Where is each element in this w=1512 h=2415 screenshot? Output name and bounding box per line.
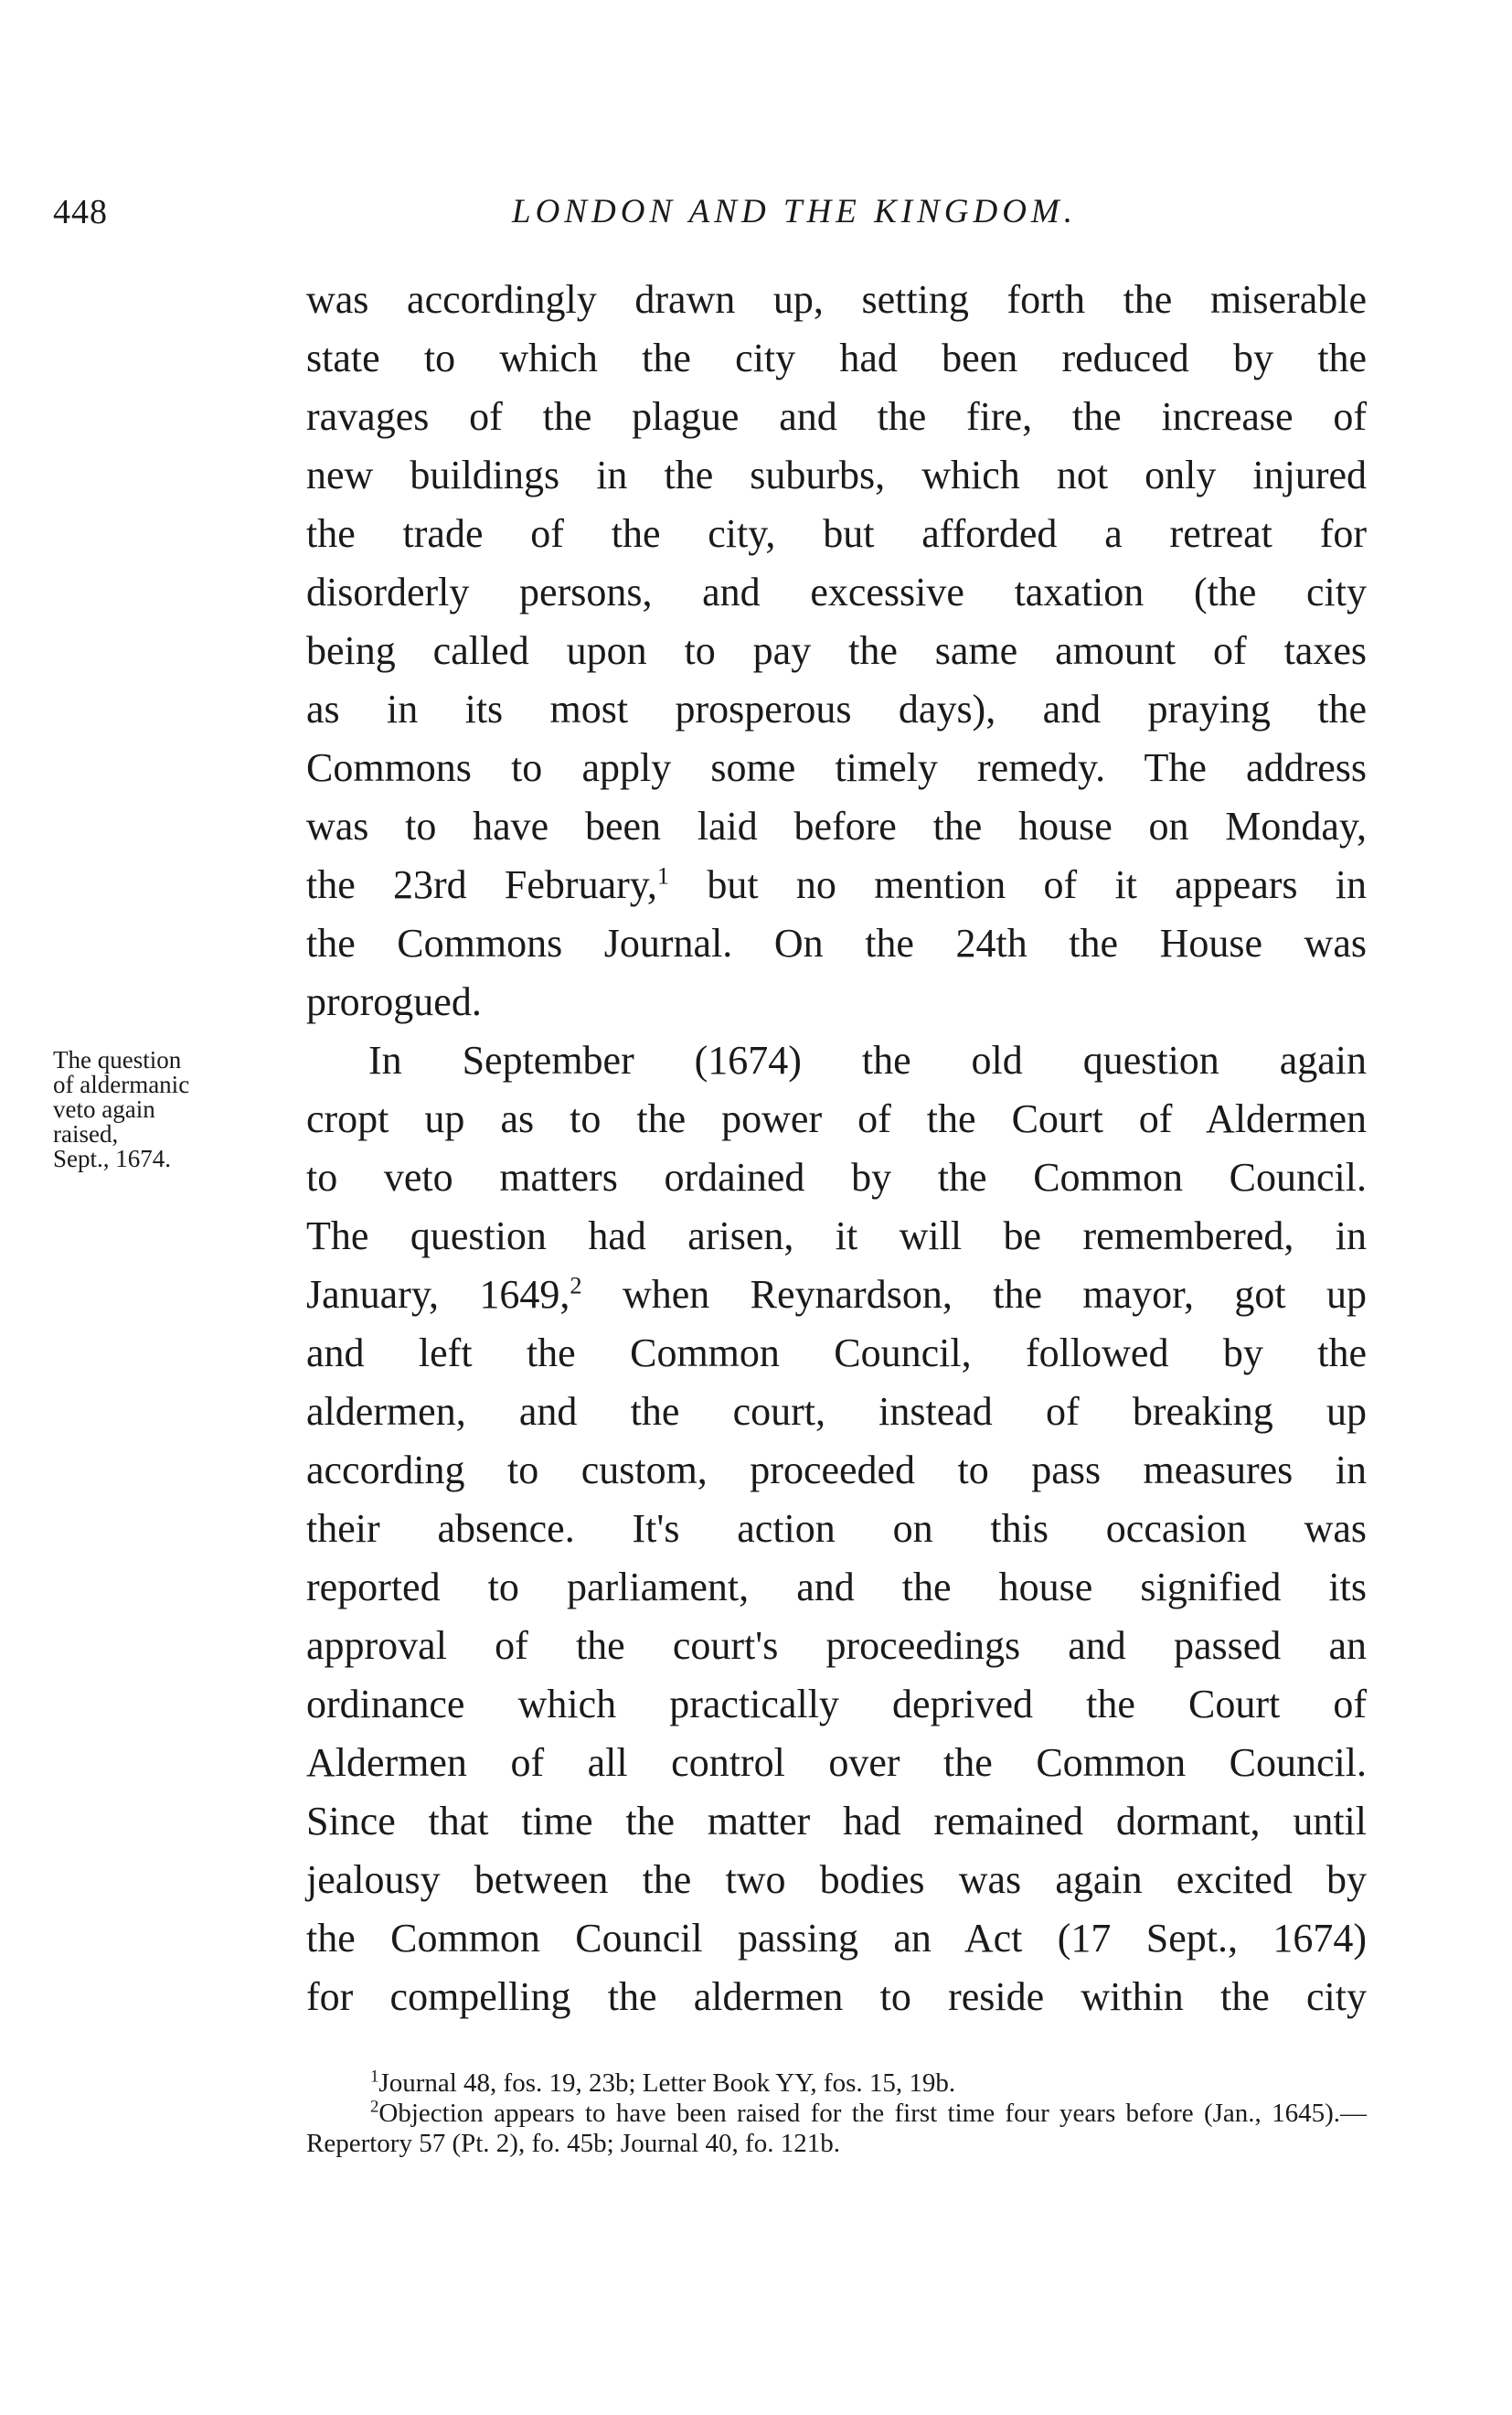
text-line: the Common Council passing an Act (17 Sept., 1674) bbox=[306, 1916, 1367, 1961]
text-line: according to custom, proceeded to pass measures in bbox=[306, 1448, 1367, 1492]
text-line: as in its most prosperous days), and praying the bbox=[306, 687, 1367, 732]
text-line bbox=[306, 856, 1367, 914]
paragraph-continued bbox=[306, 271, 1367, 1031]
footnote-marker: 2 bbox=[370, 2097, 379, 2117]
text-line: jealousy between the two bodies was again excited by bbox=[306, 1857, 1367, 1902]
marginal-note-line: Sept., 1674. bbox=[53, 1145, 172, 1172]
text-line: reported to parliament, and the house signified its bbox=[306, 1565, 1367, 1609]
text-line: ordinance which practically deprived the Court of bbox=[306, 1682, 1367, 1726]
footnote-reference[interactable]: 1 bbox=[656, 861, 670, 890]
text-line: In September (1674) the old question again bbox=[368, 1038, 1367, 1083]
footnote-reference[interactable]: 2 bbox=[570, 1271, 582, 1299]
marginal-note-line: The question bbox=[53, 1046, 182, 1074]
text-segment: the 23rd February, bbox=[306, 862, 657, 907]
footnote-2 bbox=[306, 2099, 1367, 2159]
footnote-1 bbox=[306, 2068, 1367, 2099]
running-title: LONDON AND THE KINGDOM. bbox=[512, 193, 1077, 230]
footnote-marker: 1 bbox=[370, 2067, 379, 2087]
marginal-note-line: of aldermanic bbox=[53, 1071, 190, 1098]
paragraph bbox=[306, 1031, 1367, 2026]
text-line: the Commons Journal. On the 24th the House was bbox=[306, 921, 1367, 966]
text-line: was to have been laid before the house on Monday, bbox=[306, 804, 1367, 849]
text-segment: January, 1649, bbox=[306, 1272, 570, 1317]
marginal-note-line: raised, bbox=[53, 1120, 119, 1148]
text-line: was accordingly drawn up, setting forth the miserable bbox=[306, 277, 1367, 322]
text-line: approval of the court's proceedings and passed an bbox=[306, 1623, 1367, 1668]
text-line: Commons to apply some timely remedy. The address bbox=[306, 745, 1367, 790]
text-line: being called upon to pay the same amount of taxes bbox=[306, 628, 1367, 673]
text-line: Since that time the matter had remained dormant, until bbox=[306, 1799, 1367, 1843]
text-line: aldermen, and the court, instead of breaking up bbox=[306, 1389, 1367, 1434]
text-line: state to which the city had been reduced by the bbox=[306, 336, 1367, 380]
text-segment: when Reynardson, the mayor, got up bbox=[581, 1272, 1368, 1317]
text-line: ravages of the plague and the fire, the increase of bbox=[306, 394, 1367, 439]
text-line: Aldermen of all control over the Common Council. bbox=[306, 1740, 1367, 1785]
text-line: new buildings in the suburbs, which not only injured bbox=[306, 453, 1367, 497]
text-line: The question had arisen, it will be remembered, in bbox=[306, 1213, 1367, 1258]
text-line: the trade of the city, but afforded a retreat for bbox=[306, 511, 1367, 556]
marginal-note-line: veto again bbox=[53, 1095, 155, 1123]
text-line: and left the Common Council, followed by the bbox=[306, 1330, 1367, 1375]
text-segment: but no mention of it appears in bbox=[669, 862, 1367, 907]
footnotes bbox=[306, 2068, 1367, 2159]
page-number: 448 bbox=[53, 193, 108, 231]
marginal-note bbox=[53, 1048, 282, 1171]
body-text bbox=[306, 271, 1367, 2026]
text-line: for compelling the aldermen to reside within the city bbox=[306, 1974, 1367, 2019]
text-line: cropt up as to the power of the Court of Aldermen bbox=[306, 1096, 1367, 1141]
text-line bbox=[306, 1266, 1367, 1324]
page-header bbox=[0, 192, 1512, 247]
footnote-text: Journal 48, fos. 19, 23b; Letter Book YY, fos. 15, 19b. bbox=[378, 2068, 956, 2098]
text-line: disorderly persons, and excessive taxation (the city bbox=[306, 570, 1367, 614]
text-line: to veto matters ordained by the Common Council. bbox=[306, 1155, 1367, 1200]
footnote-text: Objection appears to have been raised for the first time four years before (Jan., 1645).—Repertory 57 (Pt. 2), fo. 45b; Journal 40, fo. 121b. bbox=[306, 2099, 1367, 2158]
text-line: their absence. It's action on this occasion was bbox=[306, 1506, 1367, 1551]
text-line: prorogued. bbox=[306, 979, 482, 1024]
